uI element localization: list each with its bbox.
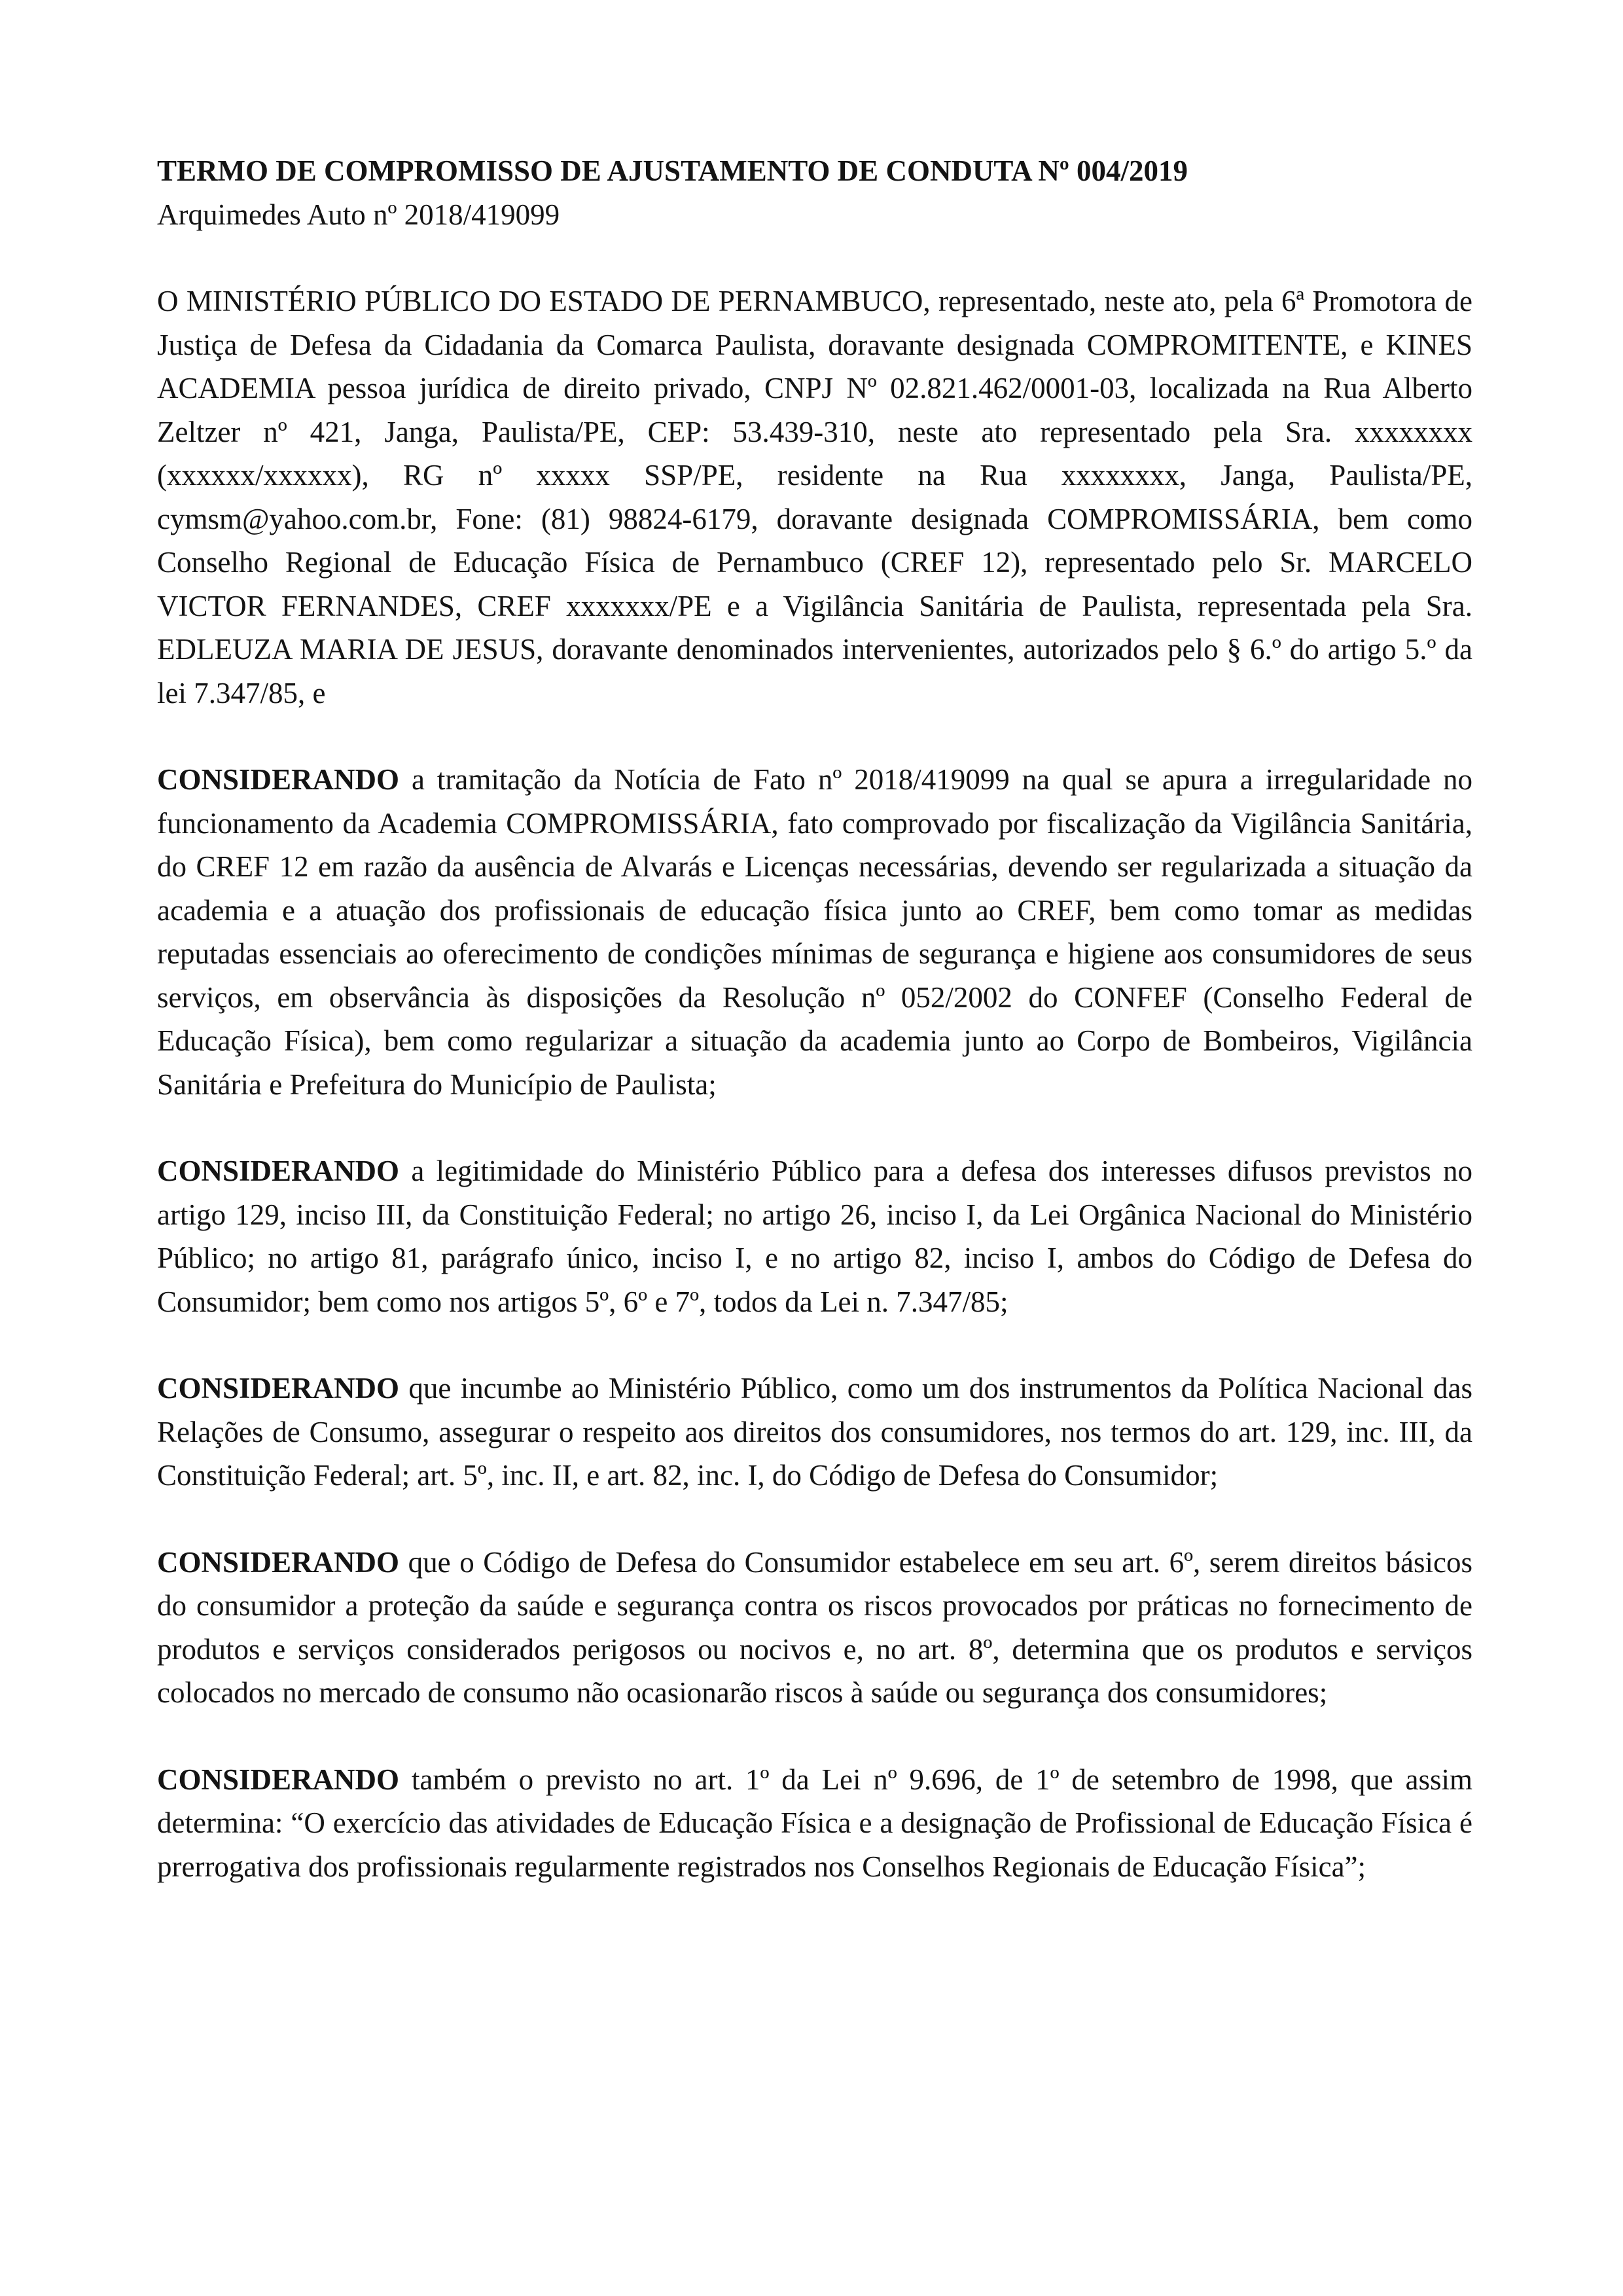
- document-page: [157, 149, 1472, 1888]
- considerando-keyword: CONSIDERANDO: [157, 763, 400, 796]
- considerando-text: que incumbe ao Ministério Público, como um dos instrumentos da Política Nacional das Relações de Consumo, assegurar o respeito aos direitos dos consumidores, nos termos do art. 129, inc. III, da Constituição Federal; art. 5º, inc. II, e art. 82, inc. I, do Código de Defesa do Consumidor;: [157, 1372, 1472, 1492]
- considerando-paragraph-4: [157, 1541, 1472, 1715]
- document-subtitle: Arquimedes Auto nº 2018/419099: [157, 198, 560, 231]
- considerando-paragraph-5: [157, 1758, 1472, 1889]
- document-title: TERMO DE COMPROMISSO DE AJUSTAMENTO DE CONDUTA Nº 004/2019: [157, 154, 1188, 187]
- considerando-paragraph-3: [157, 1367, 1472, 1498]
- considerando-keyword: CONSIDERANDO: [157, 1155, 400, 1187]
- considerando-keyword: CONSIDERANDO: [157, 1372, 400, 1405]
- considerando-text: que o Código de Defesa do Consumidor estabelece em seu art. 6º, serem direitos básicos do consumidor a proteção da saúde e segurança contra os riscos provocados por práticas no fornecimento de produtos e serviços considerados perigosos ou nocivos e, no art. 8º, determina que os produtos e serviços colocados no mercado de consumo não ocasionarão riscos à saúde ou segurança dos consumidores;: [157, 1545, 1472, 1709]
- intro-paragraph: O MINISTÉRIO PÚBLICO DO ESTADO DE PERNAMBUCO, representado, neste ato, pela 6ª Promotora de Justiça de Defesa da Cidadania da Comarca Paulista, doravante designada COMPROMITENTE, e KINES ACADEMIA pessoa jurídica de direito privado, CNPJ Nº 02.821.462/0001-03, localizada na Rua Alberto Zeltzer nº 421, Janga, Paulista/PE, CEP: 53.439-310, neste ato representado pela Sra. xxxxxxxx (xxxxxx/xxxxxx), RG nº xxxxx SSP/PE, residente na Rua xxxxxxxx, Janga, Paulista/PE, cymsm@yahoo.com.br, Fone: (81) 98824-6179, doravante designada COMPROMISSÁRIA, bem como Conselho Regional de Educação Física de Pernambuco (CREF 12), representado pelo Sr. MARCELO VICTOR FERNANDES, CREF xxxxxxx/PE e a Vigilância Sanitária de Paulista, representada pela Sra. EDLEUZA MARIA DE JESUS, doravante denominados intervenientes, autorizados pelo § 6.º do artigo 5.º da lei 7.347/85, e: [157, 285, 1472, 709]
- considerando-paragraph-2: [157, 1149, 1472, 1323]
- considerando-text: também o previsto no art. 1º da Lei nº 9.696, de 1º de setembro de 1998, que assim determina: “O exercício das atividades de Educação Física e a designação de Profissional de Educação Física é prerrogativa dos profissionais regularmente registrados nos Conselhos Regionais de Educação Física”;: [157, 1763, 1472, 1883]
- considerando-keyword: CONSIDERANDO: [157, 1763, 400, 1796]
- considerando-keyword: CONSIDERANDO: [157, 1545, 400, 1579]
- considerando-paragraph-1: [157, 758, 1472, 1106]
- considerando-text: a legitimidade do Ministério Público para a defesa dos interesses difusos previstos no artigo 129, inciso III, da Constituição Federal; no artigo 26, inciso I, da Lei Orgânica Nacional do Ministério Público; no artigo 81, parágrafo único, inciso I, e no artigo 82, inciso I, ambos do Código de Defesa do Consumidor; bem como nos artigos 5º, 6º e 7º, todos da Lei n. 7.347/85;: [157, 1155, 1472, 1318]
- considerando-text: a tramitação da Notícia de Fato nº 2018/419099 na qual se apura a irregularidade no funcionamento da Academia COMPROMISSÁRIA, fato comprovado por fiscalização da Vigilância Sanitária, do CREF 12 em razão da ausência de Alvarás e Licenças necessárias, devendo ser regularizada a situação da academia e a atuação dos profissionais de educação física junto ao CREF, bem como tomar as medidas reputadas essenciais ao oferecimento de condições mínimas de segurança e higiene aos consumidores de seus serviços, em observância às disposições da Resolução nº 052/2002 do CONFEF (Conselho Federal de Educação Física), bem como regularizar a situação da academia junto ao Corpo de Bombeiros, Vigilância Sanitária e Prefeitura do Município de Paulista;: [157, 763, 1472, 1101]
